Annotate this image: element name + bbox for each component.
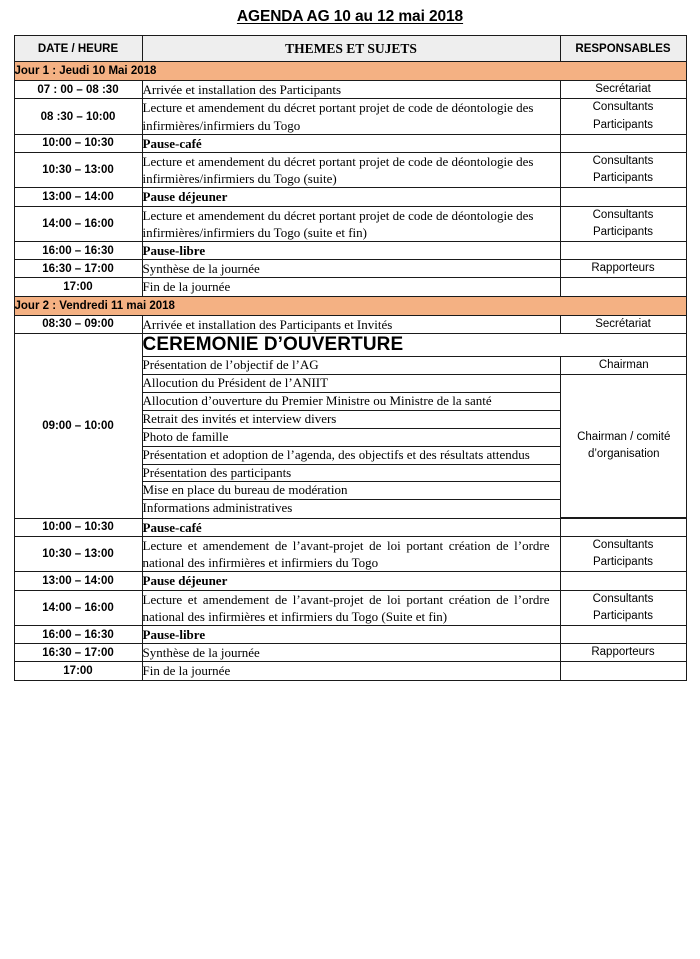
- ceremony-item: Présentation et adoption de l’agenda, des objectifs et des résultats attendus: [143, 446, 561, 464]
- row-time: 16:00 – 16:30: [14, 242, 142, 260]
- row-theme: Arrivée et installation des Participants et Invités: [142, 315, 560, 333]
- ceremony-item: Présentation de l’objectif de l’AG: [143, 356, 561, 374]
- row-theme: Synthèse de la journée: [142, 260, 560, 278]
- ceremony-responsible: Chairman / comité d’organisation: [561, 375, 687, 518]
- row-responsible: [560, 626, 686, 644]
- row-theme: Pause déjeuner: [142, 188, 560, 206]
- page-title: AGENDA AG 10 au 12 mai 2018: [236, 8, 464, 25]
- table-header-row: [14, 36, 686, 62]
- day-banner-1-label: Jour 1 : Jeudi 10 Mai 2018: [14, 62, 686, 81]
- row-responsible: [560, 662, 686, 680]
- ceremony-row: [14, 333, 686, 518]
- ceremony-item: Allocution d’ouverture du Premier Ministre ou Ministre de la santé: [143, 393, 561, 411]
- ceremony-time: 09:00 – 10:00: [14, 333, 142, 518]
- row-theme: Lecture et amendement de l’avant-projet de loi portant création de l’ordre national des infirmières et infirmiers du Togo: [142, 536, 560, 572]
- row-responsible: Rapporteurs: [560, 260, 686, 278]
- row-theme: Lecture et amendement du décret portant projet de code de déontologie des infirmières/infirmiers du Togo (suite): [142, 152, 560, 188]
- row-responsible: Consultants Participants: [560, 206, 686, 242]
- row-responsible: [560, 134, 686, 152]
- column-header-date: DATE / HEURE: [14, 36, 142, 62]
- ceremony-item-row: [143, 356, 687, 374]
- table-row: [14, 134, 686, 152]
- row-time: 08 :30 – 10:00: [14, 99, 142, 135]
- row-time: 16:30 – 17:00: [14, 644, 142, 662]
- table-row: [14, 242, 686, 260]
- ceremony-item: Retrait des invités et interview divers: [143, 410, 561, 428]
- ceremony-item: Mise en place du bureau de modération: [143, 482, 561, 500]
- table-row: [14, 206, 686, 242]
- row-theme: Lecture et amendement du décret portant projet de code de déontologie des infirmières/infirmiers du Togo (suite et fin): [142, 206, 560, 242]
- ceremony-item-responsible: Chairman: [561, 356, 687, 374]
- ceremony-item: Allocution du Président de l’ANIIT: [143, 375, 561, 393]
- row-theme: Pause-café: [142, 518, 560, 536]
- row-theme: Lecture et amendement du décret portant projet de code de déontologie des infirmières/infirmiers du Togo: [142, 99, 560, 135]
- row-responsible: [560, 278, 686, 296]
- row-responsible: Secrétariat: [560, 81, 686, 99]
- row-time: 07 : 00 – 08 :30: [14, 81, 142, 99]
- table-row: [14, 315, 686, 333]
- row-responsible: [560, 518, 686, 536]
- column-header-theme: THEMES ET SUJETS: [142, 36, 560, 62]
- row-time: 17:00: [14, 278, 142, 296]
- table-row: [14, 626, 686, 644]
- table-row: [14, 518, 686, 536]
- row-time: 17:00: [14, 662, 142, 680]
- row-responsible: [560, 188, 686, 206]
- row-responsible: Consultants Participants: [560, 536, 686, 572]
- row-theme: Pause déjeuner: [142, 572, 560, 590]
- agenda-table: [14, 35, 687, 681]
- row-time: 14:00 – 16:00: [14, 206, 142, 242]
- ceremony-block: [142, 333, 686, 518]
- day-banner-2-label: Jour 2 : Vendredi 11 mai 2018: [14, 296, 686, 315]
- row-time: 14:00 – 16:00: [14, 590, 142, 626]
- table-row: [14, 260, 686, 278]
- row-theme: Pause-libre: [142, 242, 560, 260]
- row-theme: Arrivée et installation des Participants: [142, 81, 560, 99]
- column-header-resp: RESPONSABLES: [560, 36, 686, 62]
- table-row: [14, 536, 686, 572]
- row-time: 10:00 – 10:30: [14, 134, 142, 152]
- table-row: [14, 644, 686, 662]
- ceremony-item: Photo de famille: [143, 428, 561, 446]
- row-theme: Pause-café: [142, 134, 560, 152]
- row-theme: Synthèse de la journée: [142, 644, 560, 662]
- row-responsible: Consultants Participants: [560, 152, 686, 188]
- row-time: 16:30 – 17:00: [14, 260, 142, 278]
- row-time: 10:30 – 13:00: [14, 152, 142, 188]
- row-time: 08:30 – 09:00: [14, 315, 142, 333]
- ceremony-item: Présentation des participants: [143, 464, 561, 482]
- table-row: [14, 590, 686, 626]
- table-row: [14, 572, 686, 590]
- table-row: [14, 188, 686, 206]
- row-responsible: Rapporteurs: [560, 644, 686, 662]
- row-time: 16:00 – 16:30: [14, 626, 142, 644]
- row-responsible: Consultants Participants: [560, 99, 686, 135]
- row-responsible: [560, 572, 686, 590]
- row-time: 13:00 – 14:00: [14, 572, 142, 590]
- table-row: [14, 152, 686, 188]
- row-theme: Lecture et amendement de l’avant-projet de loi portant création de l’ordre national des infirmières et infirmiers du Togo (Suite et fin): [142, 590, 560, 626]
- day-banner-2: [14, 296, 686, 315]
- row-responsible: [560, 242, 686, 260]
- ceremony-heading: CEREMONIE D’OUVERTURE: [143, 334, 687, 357]
- table-row: [14, 662, 686, 680]
- table-row: [14, 81, 686, 99]
- ceremony-table: [143, 334, 687, 518]
- day-banner-1: [14, 62, 686, 81]
- ceremony-item: Informations administratives: [143, 500, 561, 517]
- row-time: 13:00 – 14:00: [14, 188, 142, 206]
- row-time: 10:00 – 10:30: [14, 518, 142, 536]
- row-responsible: Consultants Participants: [560, 590, 686, 626]
- ceremony-item-row: [143, 375, 687, 393]
- table-row: [14, 99, 686, 135]
- table-row: [14, 278, 686, 296]
- row-theme: Pause-libre: [142, 626, 560, 644]
- row-time: 10:30 – 13:00: [14, 536, 142, 572]
- document-page: [0, 8, 700, 959]
- ceremony-heading-row: [143, 334, 687, 357]
- row-responsible: Secrétariat: [560, 315, 686, 333]
- row-theme: Fin de la journée: [142, 662, 560, 680]
- row-theme: Fin de la journée: [142, 278, 560, 296]
